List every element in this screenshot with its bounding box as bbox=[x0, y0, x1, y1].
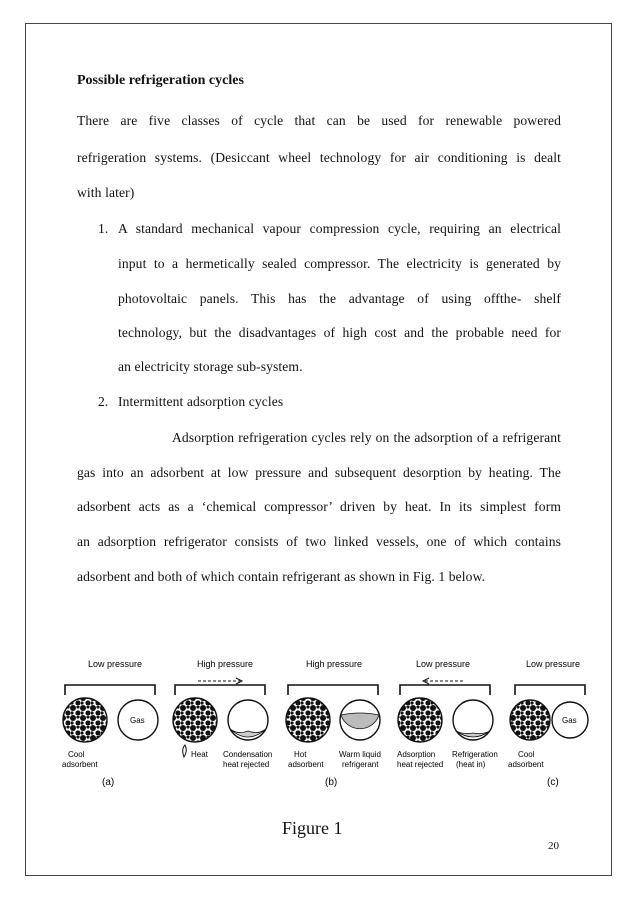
para-line-2: gas into an adsorbent at low pressure and subsequent desorption by heating. The bbox=[77, 465, 561, 480]
svg-text:adsorbent: adsorbent bbox=[508, 760, 544, 769]
item1-line-1: A standard mechanical vapour compression cycle, requiring an electrical bbox=[118, 221, 561, 236]
pressure-label-2: High pressure bbox=[197, 659, 254, 669]
pressure-label-4: Low pressure bbox=[416, 659, 471, 669]
panel-label-b: (b) bbox=[325, 777, 338, 788]
svg-text:Adsorption: Adsorption bbox=[397, 750, 436, 759]
intro-line-1: There are five classes of cycle that can be used for renewable powered bbox=[77, 113, 561, 128]
para-line-5: adsorbent and both of which contain refrigerant as shown in Fig. 1 below. bbox=[77, 569, 486, 584]
item2-text: Intermittent adsorption cycles bbox=[118, 394, 284, 409]
item1-line-2: input to a hermetically sealed compressor. The electricity is generated by bbox=[118, 256, 561, 271]
pressure-label-3: High pressure bbox=[306, 659, 363, 669]
svg-text:(heat in): (heat in) bbox=[456, 760, 486, 769]
unit-b1 bbox=[173, 678, 272, 769]
svg-text:Warm liquid: Warm liquid bbox=[339, 750, 381, 759]
unit-a bbox=[62, 685, 158, 769]
intro-line-3: with later) bbox=[77, 185, 135, 200]
para-line-3: adsorbent acts as a ‘chemical compressor’ driven by heat. In its simplest form bbox=[77, 499, 561, 514]
svg-text:Heat: Heat bbox=[191, 750, 208, 759]
svg-text:Gas: Gas bbox=[562, 716, 577, 725]
list-number-2: 2. bbox=[98, 394, 109, 409]
item1-line-5: an electricity storage sub-system. bbox=[118, 359, 303, 374]
panel-label-a: (a) bbox=[102, 777, 115, 788]
svg-text:Gas: Gas bbox=[130, 716, 145, 725]
page-number: 20 bbox=[548, 840, 559, 852]
svg-text:Cool: Cool bbox=[68, 750, 85, 759]
svg-text:adsorbent: adsorbent bbox=[62, 760, 98, 769]
para-line-4: an adsorption refrigerator consists of two linked vessels, one of which contains bbox=[77, 534, 561, 549]
adsorption-cycle-figure bbox=[60, 645, 590, 845]
svg-text:adsorbent: adsorbent bbox=[288, 760, 324, 769]
svg-text:heat rejected: heat rejected bbox=[397, 760, 444, 769]
unit-c1 bbox=[397, 678, 498, 769]
item1-line-4: technology, but the disadvantages of high cost and the probable need for bbox=[118, 325, 561, 340]
pressure-label-5: Low pressure bbox=[526, 659, 581, 669]
svg-text:Hot: Hot bbox=[294, 750, 307, 759]
intro-line-2: refrigeration systems. (Desiccant wheel technology for air conditioning is dealt bbox=[77, 150, 561, 165]
svg-text:Cool: Cool bbox=[518, 750, 535, 759]
section-heading: Possible refrigeration cycles bbox=[77, 73, 244, 88]
svg-text:Refrigeration: Refrigeration bbox=[452, 750, 498, 759]
svg-text:refrigerant: refrigerant bbox=[342, 760, 379, 769]
adsorbent-vessel bbox=[63, 698, 107, 742]
panel-label-c: (c) bbox=[547, 777, 559, 788]
item1-line-3: photovoltaic panels. This has the advantage of using offthe- shelf bbox=[118, 291, 561, 306]
svg-text:heat rejected: heat rejected bbox=[223, 760, 270, 769]
pressure-label-1: Low pressure bbox=[88, 659, 143, 669]
unit-b2 bbox=[286, 685, 381, 769]
figure-caption: Figure 1 bbox=[282, 818, 343, 838]
list-number-1: 1. bbox=[98, 221, 109, 236]
svg-text:Condensation: Condensation bbox=[223, 750, 273, 759]
para-line-1: Adsorption refrigeration cycles rely on the adsorption of a refrigerant bbox=[172, 430, 561, 445]
unit-c2 bbox=[508, 685, 588, 769]
